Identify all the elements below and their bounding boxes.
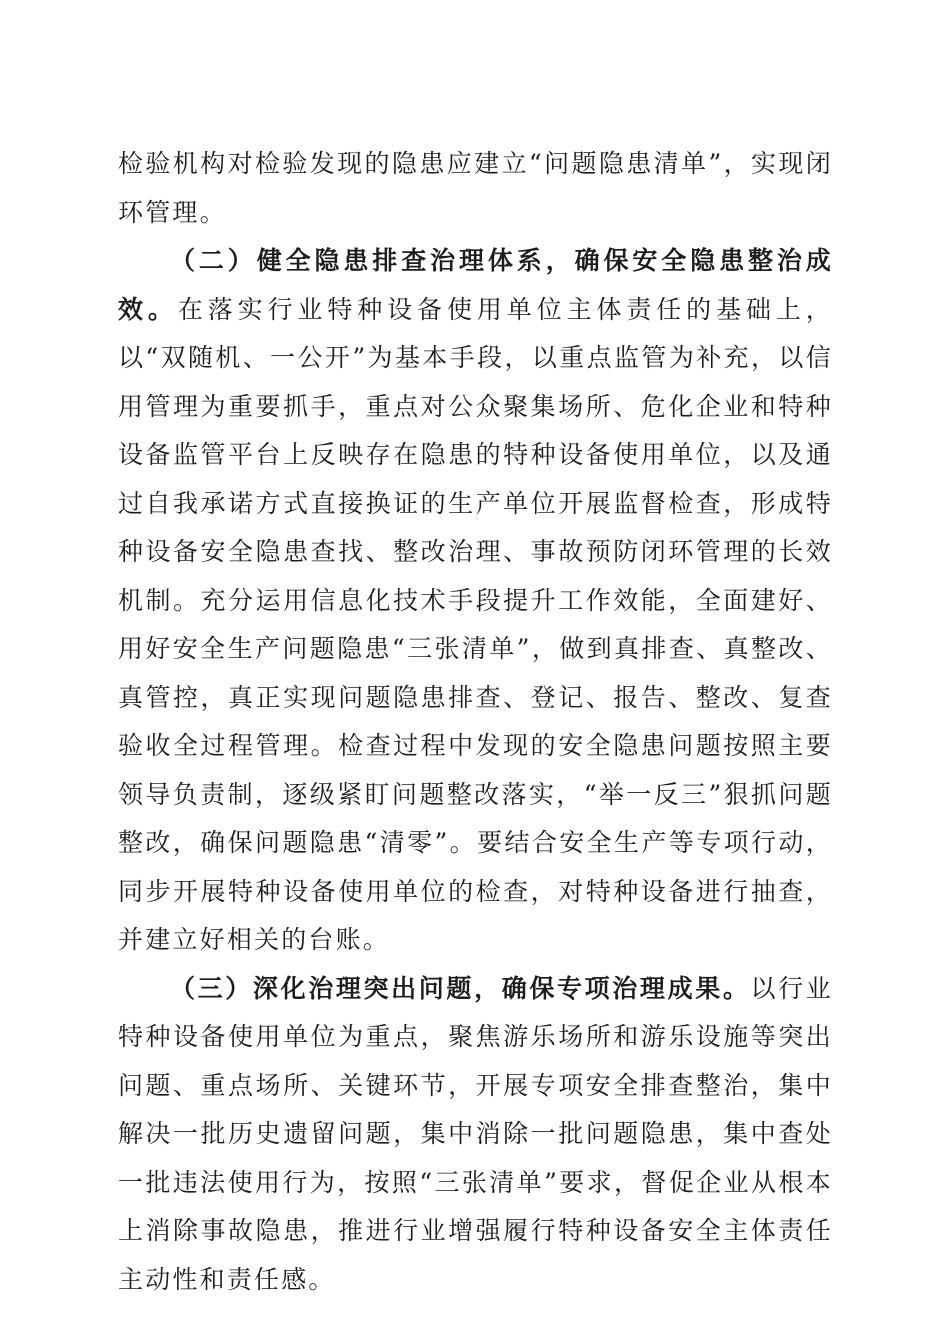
paragraph-section-3 [118, 965, 833, 1305]
section-heading: （二）健全隐患排查治理体系，确保安全隐患整治成效。 [118, 246, 833, 324]
paragraph-body: 在落实行业特种设备使用单位主体责任的基础上，以“双随机、一公开”为基本手段，以重点监管为补充，以信用管理为重要抓手，重点对公众聚集场所、危化企业和特种设备监管平台上反映存在隐患的特种设备使用单位，以及通过自我承诺方式直接换证的生产单位开展监督检查，形成特种设备安全隐患查找、整改治理、事故预防闭环管理的长效机制。充分运用信息化技术手段提升工作效能，全面建好、用好安全生产问题隐患“三张清单”，做到真排查、真整改、真管控，真正实现问题隐患排查、登记、报告、整改、复查验收全过程管理。检查过程中发现的安全隐患问题按照主要领导负责制，逐级紧盯问题整改落实，“举一反三”狠抓问题整改，确保问题隐患“清零”。要结合安全生产等专项行动，同步开展特种设备使用单位的检查，对特种设备进行抽查，并建立好相关的台账。 [118, 294, 833, 954]
section-heading: （三）深化治理突出问题，确保专项治理成果。 [170, 973, 751, 1003]
paragraph-section-2 [118, 237, 833, 965]
body-text [118, 140, 833, 1304]
paragraph-body: 检验机构对检验发现的隐患应建立“问题隐患清单”，实现闭环管理。 [118, 149, 833, 227]
paragraph-body: 以行业特种设备使用单位为重点，聚焦游乐场所和游乐设施等突出问题、重点场所、关键环节，开展专项安全排查整治，集中解决一批历史遗留问题，集中消除一批问题隐患，集中查处一批违法使用行为，按照“三张清单”要求，督促企业从根本上消除事故隐患，推进行业增强履行特种设备安全主体责任主动性和责任感。 [118, 973, 834, 1294]
paragraph-continuation [118, 140, 833, 237]
